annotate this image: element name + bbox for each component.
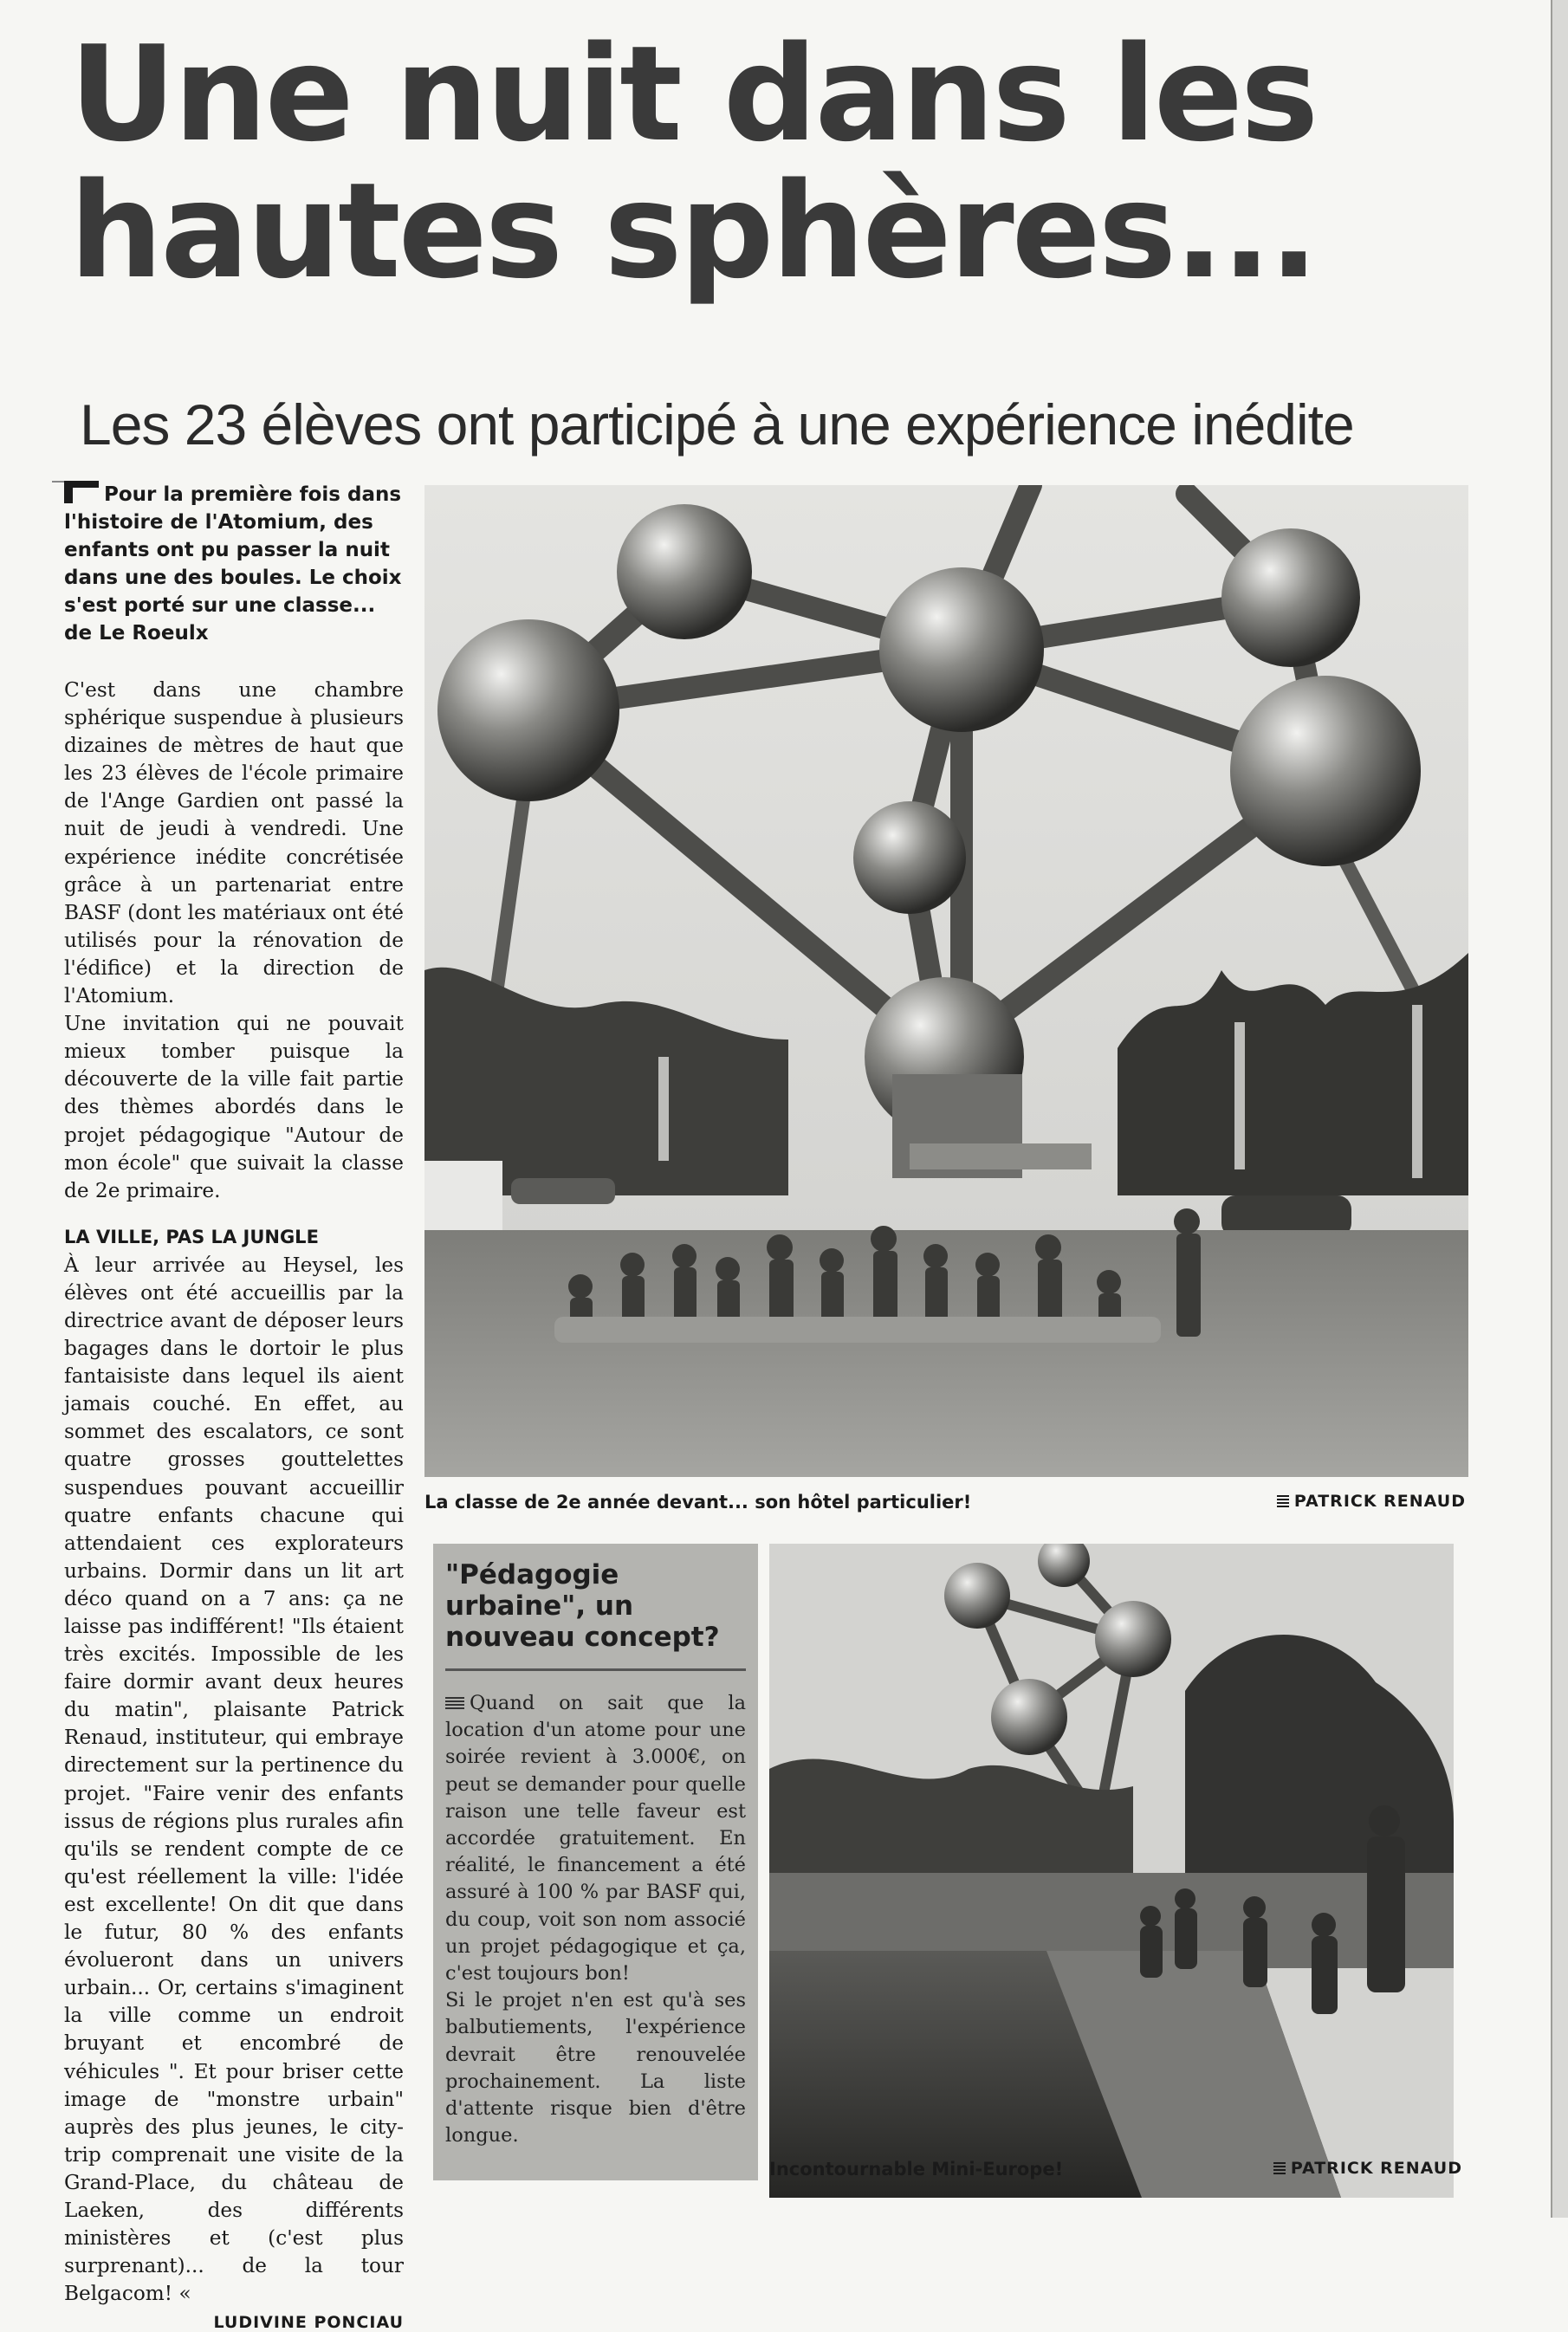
sidebar-title: "Pédagogie urbaine", un nouveau concept? xyxy=(445,1559,720,1653)
sidebar-paragraph-1 xyxy=(445,1690,746,1987)
second-photo-caption: Incontournable Mini-Europe! xyxy=(769,2159,1064,2180)
second-photo-credit-text: PATRICK RENAUD xyxy=(1290,2159,1462,2178)
atomium-group-photo xyxy=(424,485,1468,1477)
lead-marker-icon xyxy=(64,481,99,503)
sidebar-marker-icon xyxy=(445,1695,464,1709)
lead-text: Pour la première fois dans l'histoire de l'Atomium, des enfants ont pu passer la nuit dans une des boules. Le choix s'est porté sur une classe... de Le Roeulx xyxy=(64,483,402,645)
sidebar-box xyxy=(433,1544,758,2180)
byline: LUDIVINE PONCIAU xyxy=(213,2313,404,2332)
body-paragraph-2: Une invitation qui ne pouvait mieux tomber puisque la découverte de la ville fait partie des thèmes abordés dans le projet pédagogique "Autour de mon école" que suivait la classe de 2e primaire. xyxy=(64,1012,404,1202)
main-photo-credit-text: PATRICK RENAUD xyxy=(1293,1492,1466,1511)
body-paragraph-1: C'est dans une chambre sphérique suspendue à plusieurs dizaines de mètres de haut que les 23 élèves de l'école primaire de l'Ange Gardien ont passé la nuit de jeudi à vendredi. Une expérience inédite concrétisée grâce à un partenariat entre BASF (dont les matériaux ont été utilisés pour la rénovation de l'édifice) et la direction de l'Atomium. xyxy=(64,678,404,1008)
body-paragraph-3: À leur arrivée au Heysel, les élèves ont été accueillis par la directrice avant de déposer leurs bagages dans le dortoir le plus fantaisiste dans lequel ils aient jamais couché. En effet, au sommet des escalators, ce sont quatre grosses gouttelettes suspendues pouvant accueillir quatre enfants chacune qui attendaient ces explorateurs urbains. Dormir dans un lit art déco quand on a 7 ans: ça ne laisse pas indifférent! "Ils étaient très excités. Impossible de les faire dormir avant deux heures du matin", plaisante Patrick Renaud, instituteur, qui embraye directement sur la pertinence du projet. "Faire venir des enfants issus de régions plus rurales afin qu'ils se rendent compte de ce qu'est réellement la ville: l'idée est excellente! On dit que dans le futur, 80 % des enfants évolueront dans un univers urbain... Or, certains s'imaginent la ville comme un endroit bruyant et encombré de véhicules ". Et pour briser cette image de "monstre urbain" auprès des plus jeunes, le city-trip comprenait une visite de la Grand-Place, du château de Laeken, des différents ministères et (c'est plus surprenant)... de la tour Belgacom! « xyxy=(64,1253,404,2306)
lead-paragraph xyxy=(64,481,404,647)
camera-icon xyxy=(1277,1495,1289,1507)
atomium-photo-illustration xyxy=(424,485,1468,1477)
main-photo-caption: La classe de 2e année devant... son hôtel particulier! xyxy=(424,1492,972,1513)
main-photo-credit xyxy=(1277,1492,1466,1511)
article-column xyxy=(64,481,404,2332)
sidebar-paragraph-2: Si le projet n'en est qu'à ses balbutiements, l'expérience devrait être renouvelée prochainement. La liste d'attente risque bien d'être longue. xyxy=(445,1989,746,2147)
second-photo-credit xyxy=(1273,2159,1462,2178)
camera-icon xyxy=(1273,2162,1286,2174)
page-edge xyxy=(1551,0,1568,2218)
section-heading: LA VILLE, PAS LA JUNGLE xyxy=(64,1226,319,1247)
mini-europe-illustration xyxy=(769,1544,1454,2198)
headline: Une nuit dans les hautes sphères... xyxy=(69,17,1317,308)
sidebar-rule xyxy=(445,1668,746,1671)
subheadline: Les 23 élèves ont participé à une expérience inédite xyxy=(80,392,1354,457)
mini-europe-photo xyxy=(769,1544,1454,2198)
sidebar-paragraph-1-text: Quand on sait que la location d'un atome pour une soirée revient à 3.000€, on peut se demander pour quelle raison une telle faveur est accordée gratuitement. En réalité, le financement a été assuré à 100 % par BASF qui, du coup, voit son nom associé un projet pédagogique et ça, c'est toujours bon! xyxy=(445,1692,746,1985)
